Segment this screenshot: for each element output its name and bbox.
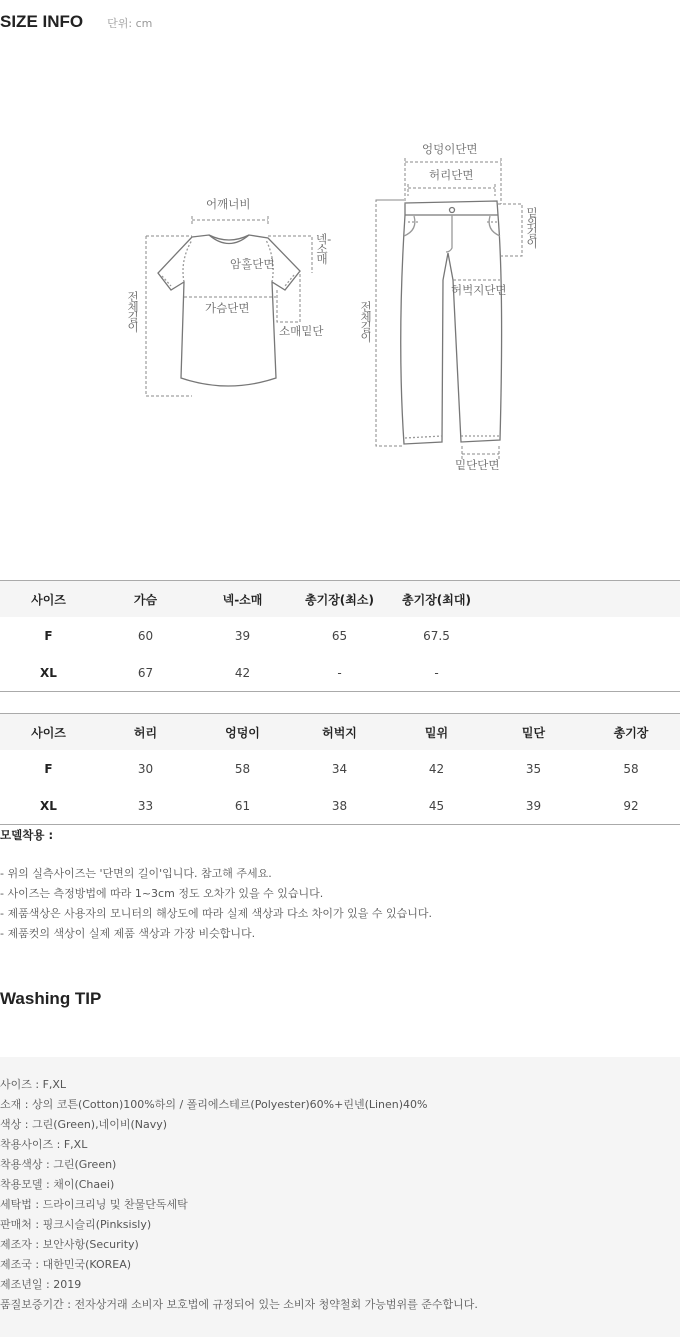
sleeve-hem-label: 소매밑단	[279, 324, 324, 338]
table-cell: 42	[194, 654, 291, 692]
table-cell: 92	[582, 787, 680, 825]
table-cell: 60	[137, 628, 154, 643]
header-cell: 허리	[97, 714, 194, 751]
note-line: - 제품컷의 색상이 실제 제품 색상과 가장 비슷합니다.	[0, 927, 256, 940]
top-size-table	[0, 580, 680, 692]
header-cell: 넥-소매	[194, 581, 291, 618]
info-line: 소재 : 상의 코튼(Cotton)100%하의 / 폴리에스테르(Polyester)60%+린넨(Linen)40%	[0, 1098, 428, 1111]
armhole-label: 암홀단면	[230, 257, 275, 271]
info-line: 착용사이즈 : F,XL	[0, 1138, 88, 1151]
info-line: 착용색상 : 그린(Green)	[0, 1158, 117, 1171]
hem-label: 밑단단면	[455, 458, 500, 472]
table-cell	[485, 617, 582, 654]
table-cell: 61	[194, 787, 291, 825]
size-cell: F	[44, 628, 53, 643]
table-cell: 34	[331, 761, 348, 776]
table-cell: 39	[485, 787, 582, 825]
header-cell: 허벅지	[291, 714, 388, 751]
neck-sleeve-label: 넥-소매	[316, 232, 332, 266]
size-cell: XL	[0, 654, 97, 692]
model-fit-label: 모델착용 :	[0, 828, 54, 842]
size-diagram	[0, 140, 680, 480]
chest-label: 가슴단면	[205, 301, 250, 315]
thigh-label: 허벅지단면	[451, 283, 507, 297]
header-cell: 밑위	[388, 714, 485, 751]
table-header-row	[0, 581, 680, 618]
waist-label: 허리단면	[429, 168, 474, 182]
table-cell: 45	[388, 787, 485, 825]
header-cell: 사이즈	[0, 581, 97, 618]
table-cell	[582, 617, 680, 654]
table-cell: 67	[97, 654, 194, 692]
table-cell: 30	[137, 761, 154, 776]
table-row	[0, 617, 680, 654]
table-cell: -	[291, 654, 388, 692]
table-row	[0, 787, 680, 825]
table-cell	[485, 654, 582, 692]
table-cell: 58	[234, 761, 251, 776]
table-cell: 42	[428, 761, 445, 776]
table-cell: 39	[234, 628, 251, 643]
header-cell: 총기장	[582, 714, 680, 751]
page-title: SIZE INFO	[0, 12, 84, 31]
header-cell	[582, 581, 680, 618]
header-cell	[485, 581, 582, 618]
info-line: 품질보증기간 : 전자상거래 소비자 보호법에 규정되어 있는 소비자 청약철회 가능범위를 준수합니다.	[0, 1298, 478, 1311]
shoulder-label: 어깨너비	[206, 197, 251, 211]
table-cell: -	[388, 654, 485, 692]
pants-total-length-label: 전체길이	[360, 300, 372, 344]
note-line: - 제품색상은 사용자의 모니터의 해상도에 따라 실제 색상과 다소 차이가 있을 수 있습니다.	[0, 907, 432, 920]
note-line: - 위의 실측사이즈는 '단면의 길이'입니다. 참고해 주세요.	[0, 867, 272, 880]
rise-label: 밑위길이	[526, 206, 538, 250]
pants-illustration	[401, 201, 502, 444]
header-cell: 엉덩이	[194, 714, 291, 751]
bottom-size-table	[0, 713, 680, 825]
info-line: 사이즈 : F,XL	[0, 1078, 67, 1091]
table-cell: 65	[331, 628, 348, 643]
garment-illustrations	[0, 140, 680, 480]
table-header-row	[0, 714, 680, 751]
header-cell: 가슴	[97, 581, 194, 618]
header-cell: 밑단	[485, 714, 582, 751]
info-line: 색상 : 그린(Green),네이비(Navy)	[0, 1118, 168, 1131]
table-row	[0, 750, 680, 787]
product-info-panel	[0, 1057, 680, 1337]
table-cell	[582, 654, 680, 692]
header-cell: 총기장(최소)	[291, 581, 388, 618]
info-line: 제조국 : 대한민국(KOREA)	[0, 1258, 132, 1271]
table-row	[0, 654, 680, 692]
table-cell: 38	[291, 787, 388, 825]
size-cell: XL	[0, 787, 97, 825]
table-cell: 35	[525, 761, 542, 776]
info-line: 세탁법 : 드라이크리닝 및 찬물단독세탁	[0, 1198, 188, 1211]
info-line: 판매처 : 핑크시슬리(Pinksisly)	[0, 1218, 152, 1231]
washing-tip-title: Washing TIP	[0, 989, 102, 1008]
header-cell: 총기장(최대)	[388, 581, 485, 618]
size-info-header	[0, 12, 152, 36]
info-line: 제조자 : 보안사항(Security)	[0, 1238, 139, 1251]
size-notes	[0, 866, 432, 946]
top-total-length-label: 전체길이	[127, 290, 139, 334]
unit-label: 단위: cm	[107, 17, 153, 30]
info-line: 착용모델 : 채이(Chaei)	[0, 1178, 115, 1191]
table-cell: 33	[97, 787, 194, 825]
size-cell: F	[44, 761, 53, 776]
note-line: - 사이즈는 측정방법에 따라 1~3cm 정도 오차가 있을 수 있습니다.	[0, 887, 324, 900]
table-cell: 58	[623, 761, 639, 776]
info-line: 제조년일 : 2019	[0, 1278, 82, 1291]
header-cell: 사이즈	[0, 714, 97, 751]
table-cell: 67.5	[423, 628, 450, 643]
hip-label: 엉덩이단면	[422, 142, 478, 156]
